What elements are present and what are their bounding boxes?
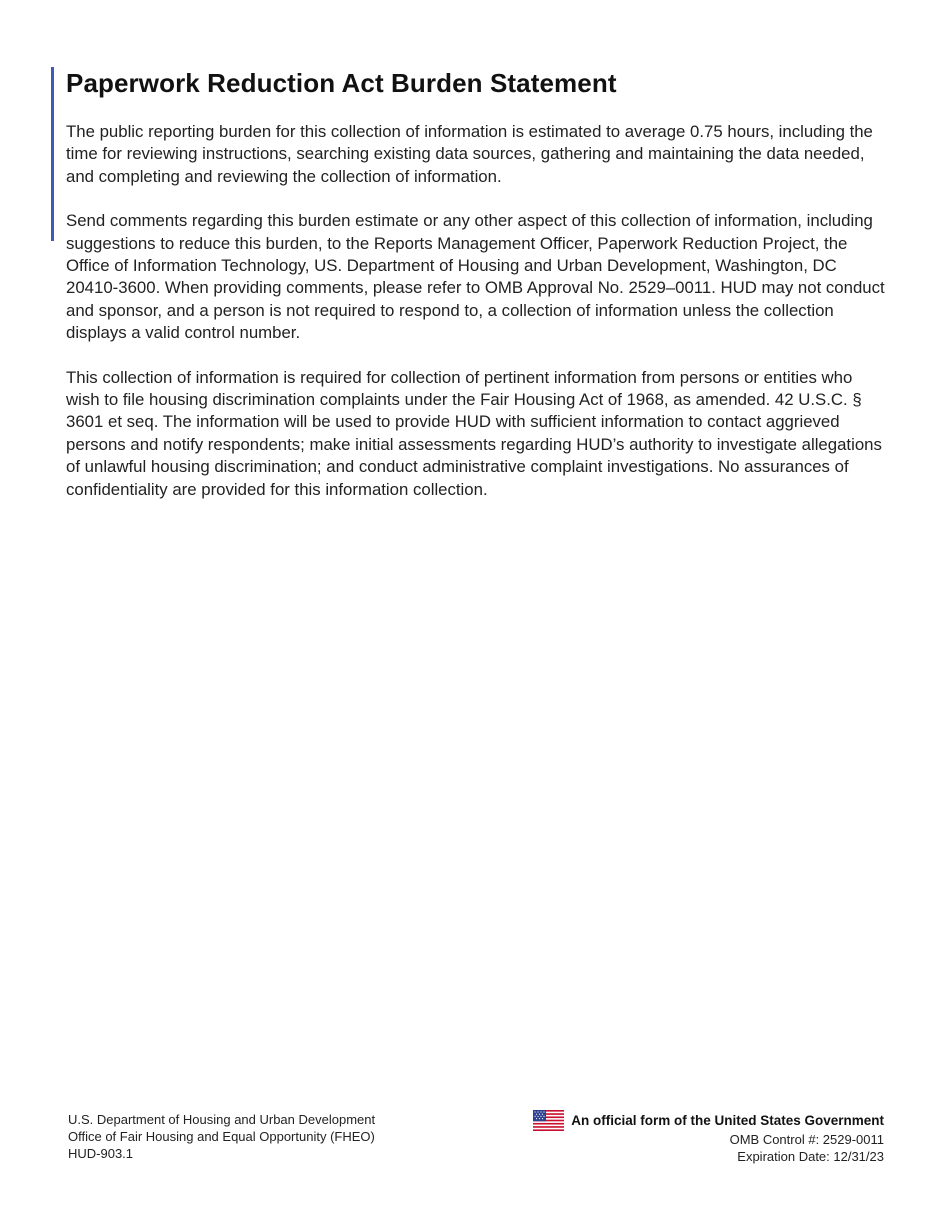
page-title: Paperwork Reduction Act Burden Statement [66, 68, 617, 98]
form-number: HUD-903.1 [68, 1146, 134, 1161]
footer-official-block [533, 1110, 884, 1165]
statement-body [66, 121, 890, 523]
accent-bar [51, 67, 54, 241]
agency-name: U.S. Department of Housing and Urban Development [68, 1112, 376, 1127]
office-name: Office of Fair Housing and Equal Opportunity (FHEO) [68, 1129, 375, 1144]
expiration-date: Expiration Date: 12/31/23 [737, 1149, 884, 1164]
omb-control-number: OMB Control #: 2529-0011 [729, 1132, 884, 1147]
comments-paragraph: Send comments regarding this burden estimate or any other aspect of this collection of information, including suggestions to reduce this burden, to the Reports Management Officer, Paperwork Reduction Project, the Office of Information Technology, US. Department of Housing and Urban Development, Washington, DC 20410-3600. When providing comments, please refer to OMB Approval No. 2529–0011. HUD may not conduct and sponsor, and a person is not required to respond to, a collection of information unless the collection displays a valid control number. [66, 211, 885, 343]
burden-paragraph: The public reporting burden for this collection of information is estimated to average 0.75 hours, including the time for reviewing instructions, searching existing data sources, gathering and maintaining the data needed, and completing and reviewing the collection of information. [66, 122, 873, 186]
official-form-line [533, 1110, 884, 1131]
purpose-paragraph: This collection of information is required for collection of pertinent information from persons or entities who wish to file housing discrimination complaints under the Fair Housing Act of 1968, as amended. 42 U.S.C. § 3601 et seq. The information will be used to provide HUD with sufficient information to contact aggrieved persons and notify respondents; make initial assessments regarding HUD’s authority to investigate allegations of unlawful housing discrimination; and conduct administrative complaint investigations. No assurances of confidentiality are provided for this information collection. [66, 367, 882, 499]
footer-agency-block [68, 1111, 375, 1162]
us-flag-icon [533, 1110, 564, 1131]
official-form-text: An official form of the United States Government [571, 1113, 884, 1128]
